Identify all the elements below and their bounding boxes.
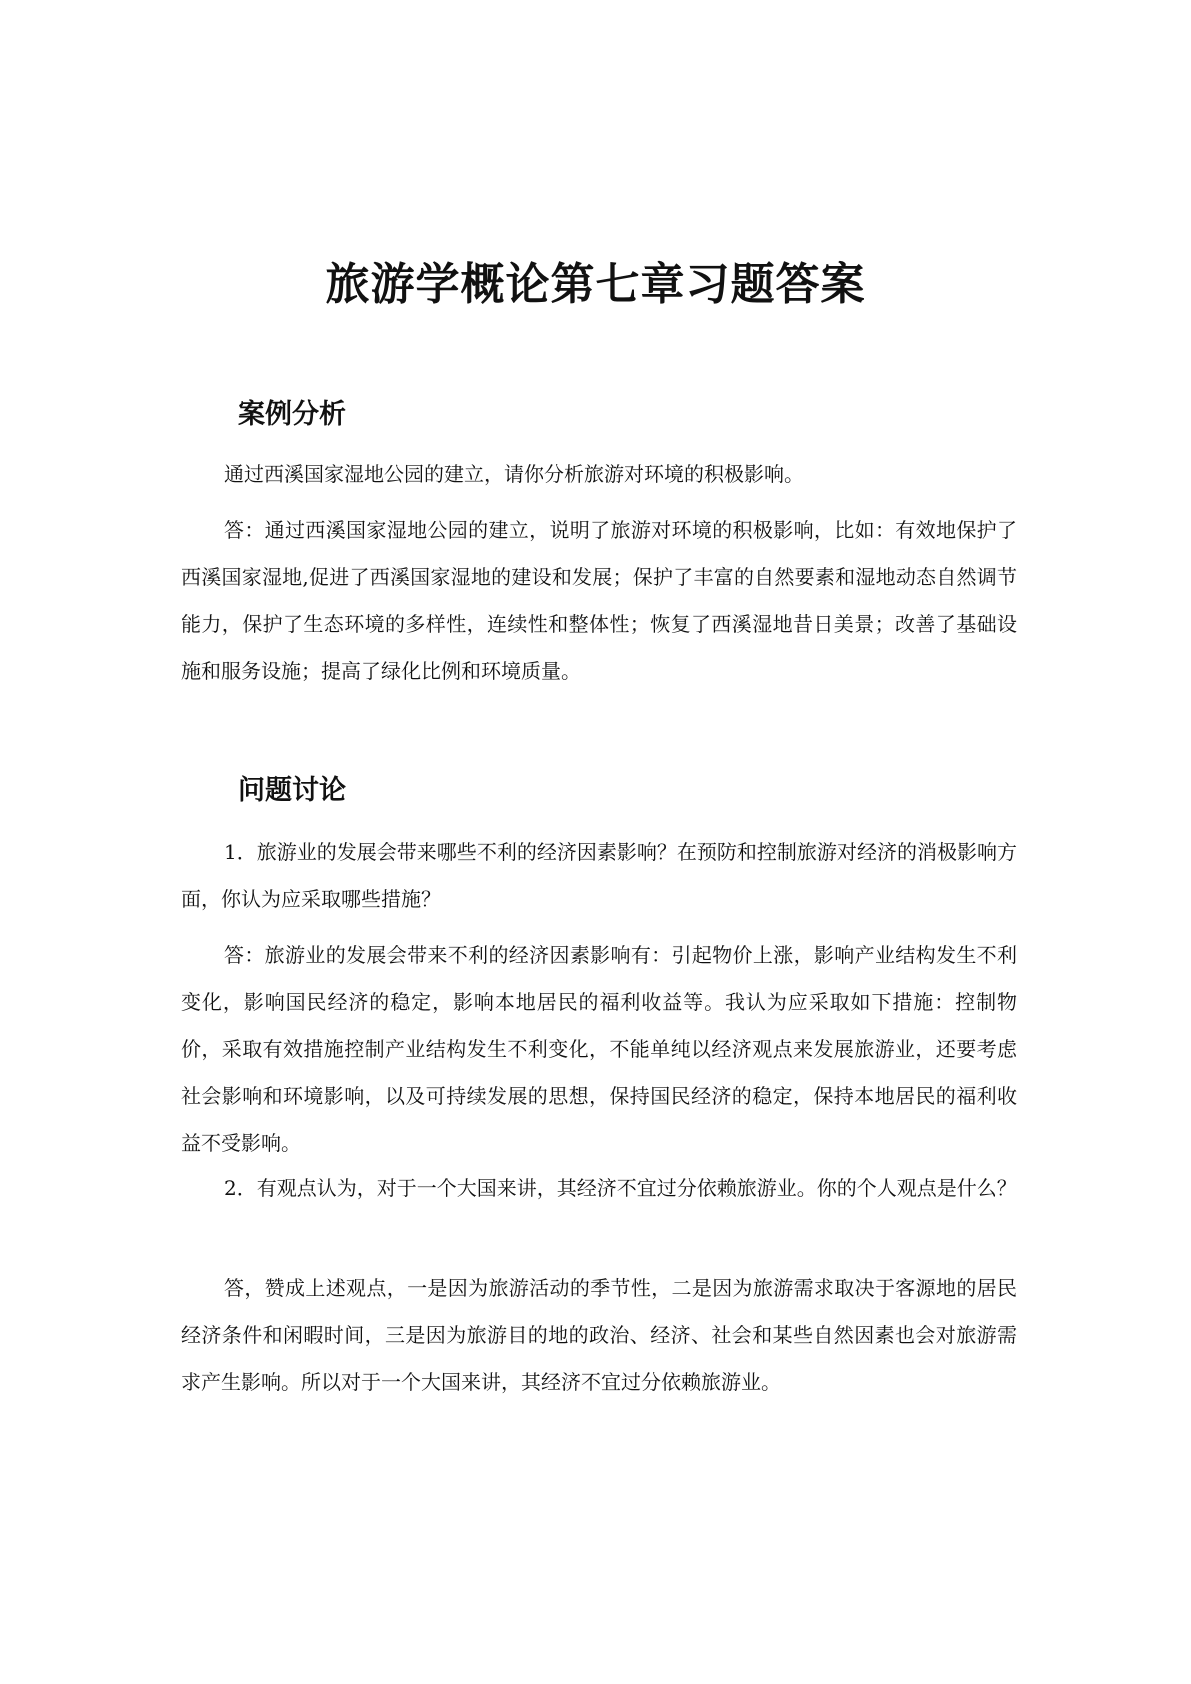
discussion-question-1: 1．旅游业的发展会带来哪些不利的经济因素影响？在预防和控制旅游对经济的消极影响方面，你认为应采取哪些措施？ xyxy=(181,840,1017,911)
discussion-answer-2: 答，赞成上述观点，一是因为旅游活动的季节性，二是因为旅游需求取决于客源地的居民经济条件和闲暇时间，三是因为旅游目的地的政治、经济、社会和某些自然因素也会对旅游需求产生影响。所以对于一个大国来讲，其经济不宜过分依赖旅游业。 xyxy=(181,1276,1017,1394)
discussion-question-2: 2．有观点认为，对于一个大国来讲，其经济不宜过分依赖旅游业。你的个人观点是什么？ xyxy=(224,1176,1017,1200)
case-question-paragraph: 通过西溪国家湿地公园的建立，请你分析旅游对环境的积极影响。 xyxy=(224,462,804,486)
case-answer-paragraph: 答：通过西溪国家湿地公园的建立，说明了旅游对环境的积极影响，比如：有效地保护了西溪国家湿地,促进了西溪国家湿地的建设和发展；保护了丰富的自然要素和湿地动态自然调节能力，保护了生态环境的多样性，连续性和整体性；恢复了西溪湿地昔日美景；改善了基础设施和服务设施；提高了绿化比例和环境质量。 xyxy=(181,518,1017,683)
discussion-answer-1: 答：旅游业的发展会带来不利的经济因素影响有：引起物价上涨，影响产业结构发生不利变化，影响国民经济的稳定，影响本地居民的福利收益等。我认为应采取如下措施：控制物价，采取有效措施控制产业结构发生不利变化，不能单纯以经济观点来发展旅游业，还要考虑社会影响和环境影响，以及可持续发展的思想，保持国民经济的稳定，保持本地居民的福利收益不受影响。 xyxy=(181,943,1017,1155)
section-heading-discussion: 问题讨论 xyxy=(238,775,346,806)
section-heading-case-analysis: 案例分析 xyxy=(238,399,346,430)
document-title: 旅游学概论第七章习题答案 xyxy=(325,259,866,310)
